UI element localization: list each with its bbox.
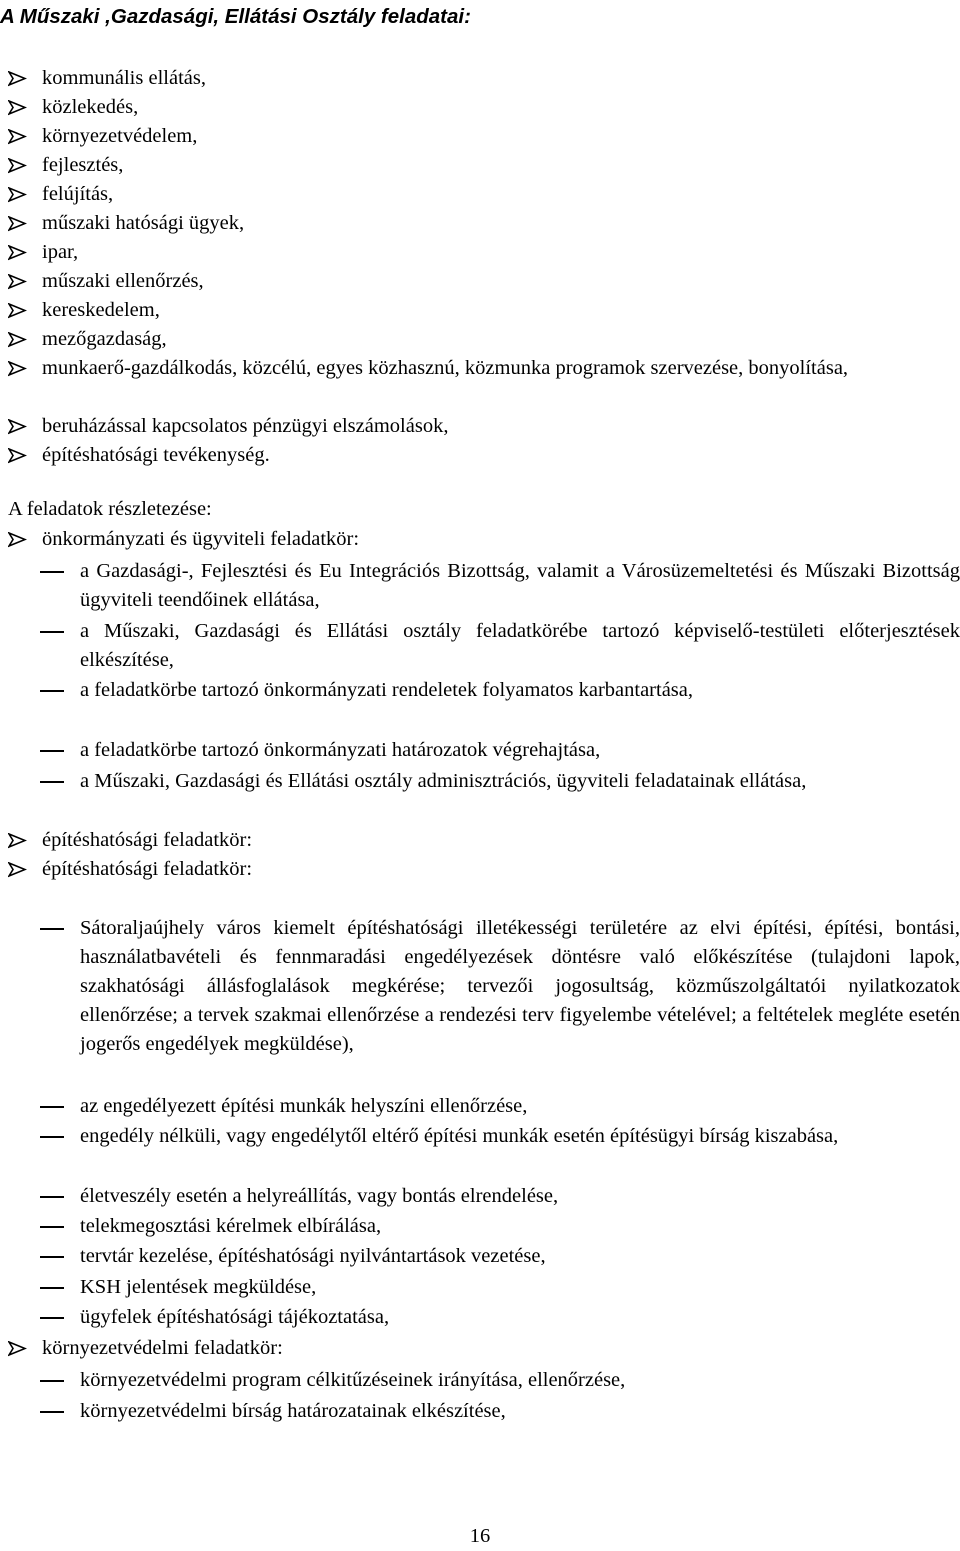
arrowhead-bullet-icon: [8, 826, 28, 855]
arrowhead-bullet-icon: [8, 209, 28, 238]
dash-bullet-icon: [40, 1242, 64, 1271]
item-text: a feladatkörbe tartozó önkormányzati rendeletek folyamatos karbantartása,: [80, 679, 694, 701]
task-text: építéshatósági tevékenység.: [42, 444, 270, 466]
section-title: önkormányzati és ügyviteli feladatkör:: [42, 528, 360, 550]
arrowhead-bullet-icon: [8, 325, 28, 354]
list-item: [0, 1397, 960, 1426]
details-title: A feladatok részletezése:: [8, 498, 212, 520]
list-item: [0, 1182, 960, 1211]
list-item: [0, 1242, 960, 1271]
list-item: [0, 122, 960, 151]
task-text: kommunális ellátás,: [42, 67, 206, 89]
task-text: ipar,: [42, 241, 79, 263]
dash-bullet-icon: [40, 1366, 64, 1395]
list-item: [0, 914, 960, 1059]
section-header: [0, 826, 960, 855]
item-text: telekmegosztási kérelmek elbírálása,: [80, 1215, 382, 1237]
list-item: [0, 1092, 960, 1121]
task-text: munkaerő-gazdálkodás, közcélú, egyes közhasznú, közmunka programok szervezése, bonyolítása,: [42, 357, 849, 379]
item-text: a Műszaki, Gazdasági és Ellátási osztály feladatkörébe tartozó képviselő-testületi előterjesztések elkészítése,: [80, 620, 960, 671]
item-text: az engedélyezett építési munkák helyszíni ellenőrzése,: [80, 1095, 528, 1117]
dash-bullet-icon: [40, 736, 64, 765]
dash-bullet-icon: [40, 1303, 64, 1332]
list-item: [0, 1366, 960, 1395]
task-text: felújítás,: [42, 183, 114, 205]
arrowhead-bullet-icon: [8, 151, 28, 180]
dash-bullet-icon: [40, 1397, 64, 1426]
dash-bullet-icon: [40, 617, 64, 646]
item-text: környezetvédelmi bírság határozatainak elkészítése,: [80, 1400, 506, 1422]
item-text: környezetvédelmi program célkitűzéseinek irányítása, ellenőrzése,: [80, 1369, 626, 1391]
arrowhead-bullet-icon: [8, 122, 28, 151]
task-text: műszaki ellenőrzés,: [42, 270, 204, 292]
arrowhead-bullet-icon: [8, 64, 28, 93]
task-text: kereskedelem,: [42, 299, 160, 321]
task-text: mezőgazdaság,: [42, 328, 167, 350]
item-text: KSH jelentések megküldése,: [80, 1276, 317, 1298]
list-item: [0, 296, 960, 325]
list-item: [0, 180, 960, 209]
task-text: műszaki hatósági ügyek,: [42, 212, 245, 234]
item-text: a Gazdasági-, Fejlesztési és Eu Integrációs Bizottság, valamit a Városüzemeltetési és Műszaki Bizottság ügyviteli teendőinek ellátása,: [80, 560, 960, 611]
section-header: [0, 525, 960, 554]
page-number: 16: [469, 1525, 491, 1547]
list-item: [0, 64, 960, 93]
section-title: környezetvédelmi feladatkör:: [42, 1337, 283, 1359]
list-item: [0, 676, 960, 705]
item-text: életveszély esetén a helyreállítás, vagy bontás elrendelése,: [80, 1185, 559, 1207]
list-item: [0, 412, 960, 441]
dash-bullet-icon: [40, 676, 64, 705]
list-item: [0, 325, 960, 354]
list-item: [0, 1303, 960, 1332]
arrowhead-bullet-icon: [8, 412, 28, 441]
list-item: [0, 354, 960, 383]
arrowhead-bullet-icon: [8, 354, 28, 383]
list-item: [0, 617, 960, 675]
item-text: a feladatkörbe tartozó önkormányzati határozatok végrehajtása,: [80, 739, 601, 761]
dash-bullet-icon: [40, 557, 64, 586]
list-item: [0, 238, 960, 267]
task-text: fejlesztés,: [42, 154, 124, 176]
section-heading: A Műszaki ,Gazdasági, Ellátási Osztály feladatai:: [0, 5, 471, 28]
list-item: [0, 209, 960, 238]
arrowhead-bullet-icon: [8, 93, 28, 122]
list-item: [0, 557, 960, 615]
list-item: [0, 151, 960, 180]
item-text: Sátoraljaújhely város kiemelt építéshatósági illetékességi területére az elvi építési, építési, bontási, használatbavételi és fennmaradási engedélyezések döntésre való előkészítése (tulajdoni lapok, szakhatósági állásfoglalások megkérése; tervezői jogosultság, közműszolgáltatói nyilatkozatok ellenőrzése; a tervek szakmai ellenőrzése a rendezési terv figyelembe vételével; a feltételek megléte esetén jogerős engedélyek megküldése),: [80, 917, 960, 1055]
arrowhead-bullet-icon: [8, 238, 28, 267]
dash-bullet-icon: [40, 914, 64, 943]
list-item: [0, 441, 960, 470]
dash-bullet-icon: [40, 1182, 64, 1211]
list-item: [0, 736, 960, 765]
dash-bullet-icon: [40, 1273, 64, 1302]
section-title: építéshatósági feladatkör:: [42, 858, 253, 880]
dash-bullet-icon: [40, 1092, 64, 1121]
item-text: tervtár kezelése, építéshatósági nyilvántartások vezetése,: [80, 1245, 546, 1267]
arrowhead-bullet-icon: [8, 267, 28, 296]
item-text: a Műszaki, Gazdasági és Ellátási osztály adminisztrációs, ügyviteli feladatainak ellátása,: [80, 770, 807, 792]
list-item: [0, 1273, 960, 1302]
item-text: ügyfelek építéshatósági tájékoztatása,: [80, 1306, 390, 1328]
list-item: [0, 1122, 960, 1151]
section-title: építéshatósági feladatkör:: [42, 829, 253, 851]
section-header: [0, 1334, 960, 1363]
task-text: környezetvédelem,: [42, 125, 198, 147]
list-item: [0, 93, 960, 122]
arrowhead-bullet-icon: [8, 180, 28, 209]
task-text: közlekedés,: [42, 96, 139, 118]
dash-bullet-icon: [40, 1212, 64, 1241]
arrowhead-bullet-icon: [8, 525, 28, 554]
item-text: engedély nélküli, vagy engedélytől eltérő építési munkák esetén építésügyi bírság kiszabása,: [80, 1125, 839, 1147]
list-item: [0, 1212, 960, 1241]
section-header: [0, 855, 960, 884]
arrowhead-bullet-icon: [8, 855, 28, 884]
arrowhead-bullet-icon: [8, 441, 28, 470]
arrowhead-bullet-icon: [8, 1334, 28, 1363]
dash-bullet-icon: [40, 767, 64, 796]
task-text: beruházással kapcsolatos pénzügyi elszámolások,: [42, 415, 449, 437]
dash-bullet-icon: [40, 1122, 64, 1151]
arrowhead-bullet-icon: [8, 296, 28, 325]
list-item: [0, 267, 960, 296]
list-item: [0, 767, 960, 796]
